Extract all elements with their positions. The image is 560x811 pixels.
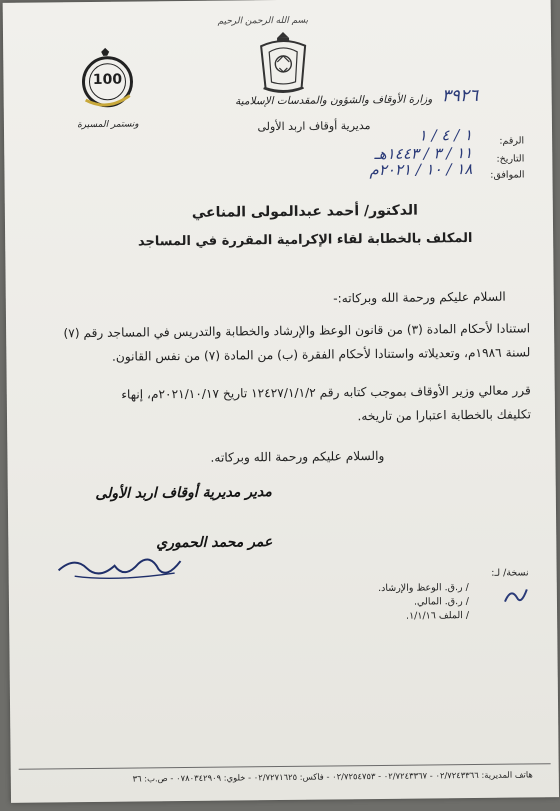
body-paragraph-2-line-1: قرر معالي وزير الأوقاف بموجب كتابه رقم ١٢٤٢٧/١/١/٢ تاريخ ٢٠٢١/١٠/١٧م، إنهاء	[121, 383, 531, 402]
greeting: السلام عليكم ورحمة الله وبركاته:-	[333, 289, 506, 306]
ref-equiv-value: ١٨ / ١٠ / ٢٠٢١م	[369, 159, 473, 180]
handwritten-mark	[501, 583, 531, 609]
ref-number-value: ١ / ٤ / ١	[418, 125, 473, 145]
body-paragraph-2-line-2: تكليفك بالخطابة اعتبارا من تاريخه.	[357, 407, 532, 424]
body-paragraph-1-line-2: لسنة ١٩٨٦م، وتعديلاته واستنادا لأحكام الفقرة (ب) من المادة (٧) من نفس القانون.	[111, 345, 531, 364]
basmala: بسم الله الرحمن الرحيم	[217, 15, 309, 27]
directorate-name: مديرية أوقاف اربد الأولى	[257, 119, 371, 134]
footer-divider	[19, 763, 551, 770]
signature-title: مدير مديرية أوقاف اربد الأولى	[95, 484, 272, 502]
copy-item-2: / ر.ق. المالي.	[413, 596, 470, 608]
recipient-name: الدكتور/ أحمد عبدالمولى المناعي	[191, 202, 418, 221]
copies-heading: نسخة/ لـ:	[491, 567, 529, 579]
incoming-number-handwritten: ٣٩٢٦	[441, 85, 479, 107]
ref-equiv-label: الموافق:	[490, 169, 525, 181]
contact-footer: هاتف المديرية: ٠٢/٧٢٤٣٣٦٦ - ٠٢/٧٢٤٣٣٦٧ - ٠٢/٧٢٥٤٧٥٣ - فاكس: ٠٢/٧٢٧١٦٢٥ - خلوي: ٠٧٨٠٣٤٢٩٠٩ - ص.ب: ٣٦	[132, 769, 533, 784]
closing-greeting: والسلام عليكم ورحمة الله وبركاته.	[210, 448, 385, 465]
handwritten-signature	[54, 549, 194, 584]
centenary-slogan: ونستمر المسيرة	[77, 119, 139, 131]
recipient-role: المكلف بالخطابة لقاء الإكرامية المقررة في المساجد	[137, 230, 473, 250]
jordan-coat-of-arms-emblem	[255, 28, 312, 97]
ref-date-label: التاريخ:	[496, 153, 525, 165]
letter-page	[3, 0, 559, 803]
copy-item-1: / ر.ق. الوعظ والإرشاد.	[378, 582, 469, 594]
centenary-number: 100	[92, 71, 123, 88]
ref-date-value: ١١ / ٣ / ١٤٤٣هـ	[374, 143, 473, 164]
ministry-name: وزارة الأوقاف والشؤون والمقدسات الإسلامية	[235, 93, 433, 108]
ref-number-label: الرقم:	[499, 135, 525, 147]
body-paragraph-1-line-1: استنادا لأحكام المادة (٣) من قانون الوعظ والإرشاد والخطابة والتدريس في المساجد رقم (٧)	[63, 321, 531, 341]
copy-item-3: / الملف ١/١/١٦.	[405, 610, 470, 622]
signature-name: عمر محمد الحموري	[156, 534, 273, 552]
